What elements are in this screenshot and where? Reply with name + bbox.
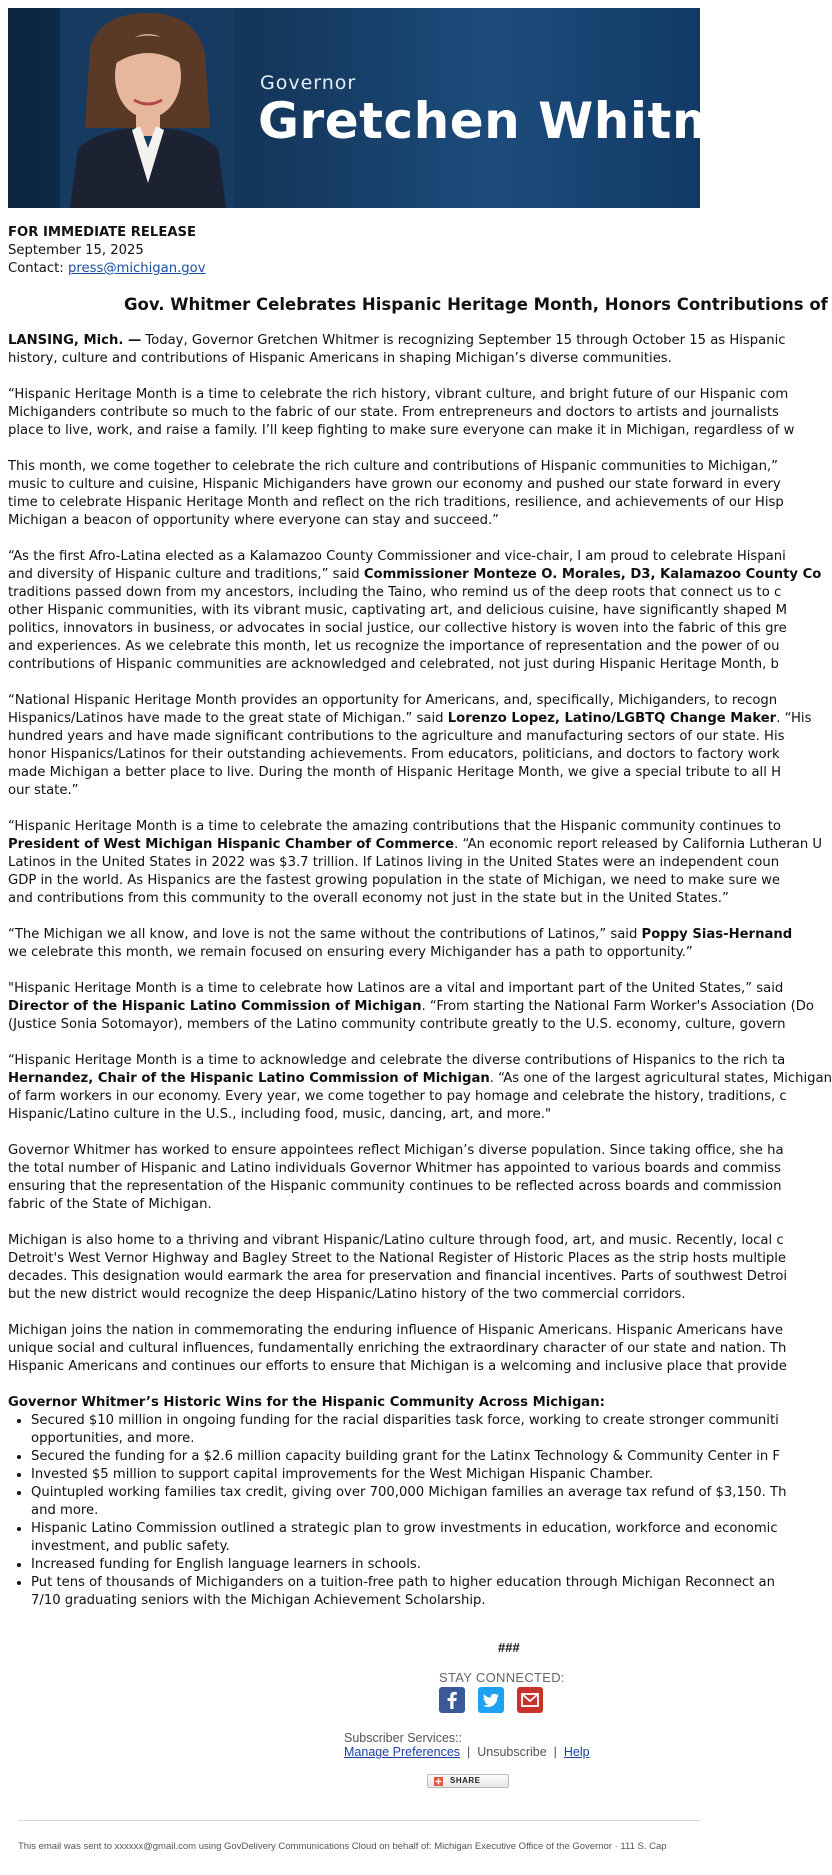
manage-preferences-link[interactable]: Manage Preferences: [344, 1745, 461, 1759]
paragraph-quote-commission-director: "Hispanic Heritage Month is a time to celebrate how Latinos are a vital and important part of the United States,” said Director of the Hispanic Latino Commission of Michigan. “From starting the National Farm Worker's Association (Do (Justice Sonia Sotomayor), members of the Latino community contribute greatly to the U.S. economy, culture, govern: [8, 981, 814, 1032]
separator: |: [463, 1745, 474, 1759]
paragraph-nation: Michigan joins the nation in commemorating the enduring influence of Hispanic Americans. Hispanic Americans have unique social and cultural influences, fundamentally enriching the extraordinary character of our state and nation. Th Hispanic Americans and continues our efforts to ensure that Michigan is a welcoming and inclusive place that provide: [8, 1323, 787, 1374]
help-link[interactable]: Help: [563, 1745, 590, 1759]
email-icon[interactable]: [517, 1687, 543, 1713]
paragraph-quote-morales: “As the first Afro-Latina elected as a Kalamazoo County Commissioner and vice-chair, I am proud to celebrate Hispani and diversity of Hispanic culture and traditions,” said Commissioner Monteze O. Morales, D3, Kalamazoo County Co traditions passed down from my ancestors, including the Taino, who remind us of the deep roots that connect us to c other Hispanic communities, with its vibrant music, captivating art, and delicious cuisine, have significantly shaped M politics, innovators in business, or advocates in social justice, our collective history is woven into the fabric of this gre and experiences. As we celebrate this month, let us recognize the importance of representation and the power of ou contributions of Hispanic communities are acknowledged and celebrated, not just during Hispanic Heritage Month, b: [8, 549, 822, 672]
paragraph-quote-sias-hernandez: “The Michigan we all know, and love is not the same without the contributions of Latinos,” said Poppy Sias-Hernand we celebrate this month, we remain focused on ensuring every Michigander has a path to opportunity.”: [8, 927, 793, 960]
list-item: • Put tens of thousands of Michiganders on a tuition-free path to higher education through Michigan Reconnect an 7/10 graduating seniors with the Michigan Achievement Scholarship.: [31, 1574, 748, 1610]
share-label: SHARE: [450, 1776, 481, 1785]
twitter-icon[interactable]: [478, 1687, 504, 1713]
end-mark: ###: [498, 1640, 520, 1655]
paragraph-quote-lt-governor: This month, we come together to celebrate the rich culture and contributions of Hispanic communities to Michigan,” music to culture and cuisine, Hispanic Michiganders have grown our economy and pushed our state forward in every time to celebrate Hispanic Heritage Month and reflect on the rich traditions, resilience, and achievements of our Hisp Michigan a beacon of opportunity where everyone can stay and succeed.”: [8, 459, 784, 528]
governor-label: Governor: [260, 72, 357, 94]
contact-email-link[interactable]: press@michigan.gov: [67, 261, 206, 276]
paragraph-quote-chamber: “Hispanic Heritage Month is a time to celebrate the amazing contributions that the Hispanic community continues to President of West Michigan Hispanic Chamber of Commerce. “An economic report released by California Lutheran U Latinos in the United States in 2022 was $3.7 trillion. If Latinos living in the United States were an independent coun GDP in the world. As Hispanics are the fastest growing population in the state of Michigan, we need to make sure we and contributions from this community to the overall economy not just in the state but in the United States.”: [8, 819, 823, 906]
paragraph-quote-commission-chair: “Hispanic Heritage Month is a time to acknowledge and celebrate the diverse contributions of Hispanics to the rich ta Hernandez, Chair of the Hispanic Latino Commission of Michigan. “As one of the largest agricultural states, Michigan of farm workers in our economy. Every year, we come together to pay homage and celebrate the history, traditions, c Hispanic/Latino culture in the U.S., including food, music, dancing, art, and more.": [8, 1053, 832, 1122]
plus-icon: [434, 1777, 443, 1786]
list-item: • Invested $5 million to support capital improvements for the West Michigan Hispanic Chamber.: [31, 1466, 748, 1484]
paragraph-quote-governor: “Hispanic Heritage Month is a time to celebrate the rich history, vibrant culture, and bright future of our Hispanic com Michiganders contribute so much to the fabric of our state. From entrepreneurs and doctors to artists and journalists place to live, work, and raise a family. I’ll keep fighting to make sure everyone can make it in Michigan, regardless of w: [8, 387, 795, 438]
headline: Gov. Whitmer Celebrates Hispanic Heritage Month, Honors Contributions of: [124, 295, 828, 314]
unsubscribe-link[interactable]: Unsubscribe: [477, 1745, 547, 1759]
footer-disclaimer: This email was sent to xxxxxx@gmail.com using GovDelivery Communications Cloud on behalf of: Michigan Executive Office of the Governor · 111 S. Cap: [18, 1841, 667, 1852]
release-contact: Contact: press@michigan.gov: [8, 261, 206, 276]
release-meta: [8, 224, 748, 278]
facebook-icon[interactable]: [439, 1687, 465, 1713]
list-item: • Secured $10 million in ongoing funding for the racial disparities task force, working to create stronger communiti opportunities, and more.: [31, 1412, 748, 1448]
wins-title: Governor Whitmer’s Historic Wins for the Hispanic Community Across Michigan:: [8, 1395, 605, 1410]
press-release-body: [8, 224, 832, 1610]
share-button[interactable]: [427, 1774, 509, 1788]
list-item: • Secured the funding for a $2.6 million capacity building grant for the Latinx Technology & Community Center in F: [31, 1448, 748, 1466]
release-type: FOR IMMEDIATE RELEASE: [8, 225, 197, 240]
subscriber-links: [344, 1745, 590, 1759]
list-item: • Hispanic Latino Commission outlined a strategic plan to grow investments in education, workforce and economic investment, and public safety.: [31, 1520, 748, 1556]
governor-portrait: [60, 8, 235, 208]
subscriber-services-label: Subscriber Services::: [344, 1731, 463, 1745]
paragraph-appointees: Governor Whitmer has worked to ensure appointees reflect Michigan’s diverse population. Since taking office, she ha the total number of Hispanic and Latino individuals Governor Whitmer has appointed to various boards and commiss ensuring that the representation of the Hispanic community continues to be reflected across boards and commission fabric of the State of Michigan.: [8, 1143, 784, 1212]
list-item: • Increased funding for English language learners in schools.: [31, 1556, 748, 1574]
paragraph-culture: Michigan is also home to a thriving and vibrant Hispanic/Latino culture through food, art, and music. Recently, local c Detroit's West Vernor Highway and Bagley Street to the National Register of Historic Places as the strip hosts multiple decades. This designation would earmark the area for preservation and financial incentives. Parts of southwest Detroi but the new district would recognize the deep Hispanic/Latino history of the two commercial corridors.: [8, 1233, 788, 1302]
paragraph-intro: LANSING, Mich. — Today, Governor Gretchen Whitmer is recognizing September 15 through October 15 as Hispanic history, culture and contributions of Hispanic Americans in shaping Michigan’s diverse communities.: [8, 333, 786, 366]
wins-list: [8, 1412, 787, 1610]
list-item: • Quintupled working families tax credit, giving over 700,000 Michigan families an average tax refund of $3,150. Th and more.: [31, 1484, 748, 1520]
separator: |: [550, 1745, 561, 1759]
release-date: September 15, 2025: [8, 243, 144, 258]
paragraph-quote-lopez: “National Hispanic Heritage Month provides an opportunity for Americans, and, specifically, Michiganders, to recogn Hispanics/Latinos have made to the great state of Michigan.” said Lorenzo Lopez, Latino/LGBTQ Change Maker. “His hundred years and have made significant contributions to the agriculture and manufacturing sectors of our state. His honor Hispanics/Latinos for their outstanding achievements. From educators, politicians, and doctors to factory work made Michigan a better place to live. During the month of Hispanic Heritage Month, we give a special tribute to all H our state.”: [8, 693, 812, 798]
stay-connected-label: STAY CONNECTED:: [439, 1670, 565, 1685]
footer-divider: [18, 1820, 700, 1821]
governor-name: Gretchen Whitmer: [258, 92, 785, 150]
header-banner: [8, 8, 785, 208]
